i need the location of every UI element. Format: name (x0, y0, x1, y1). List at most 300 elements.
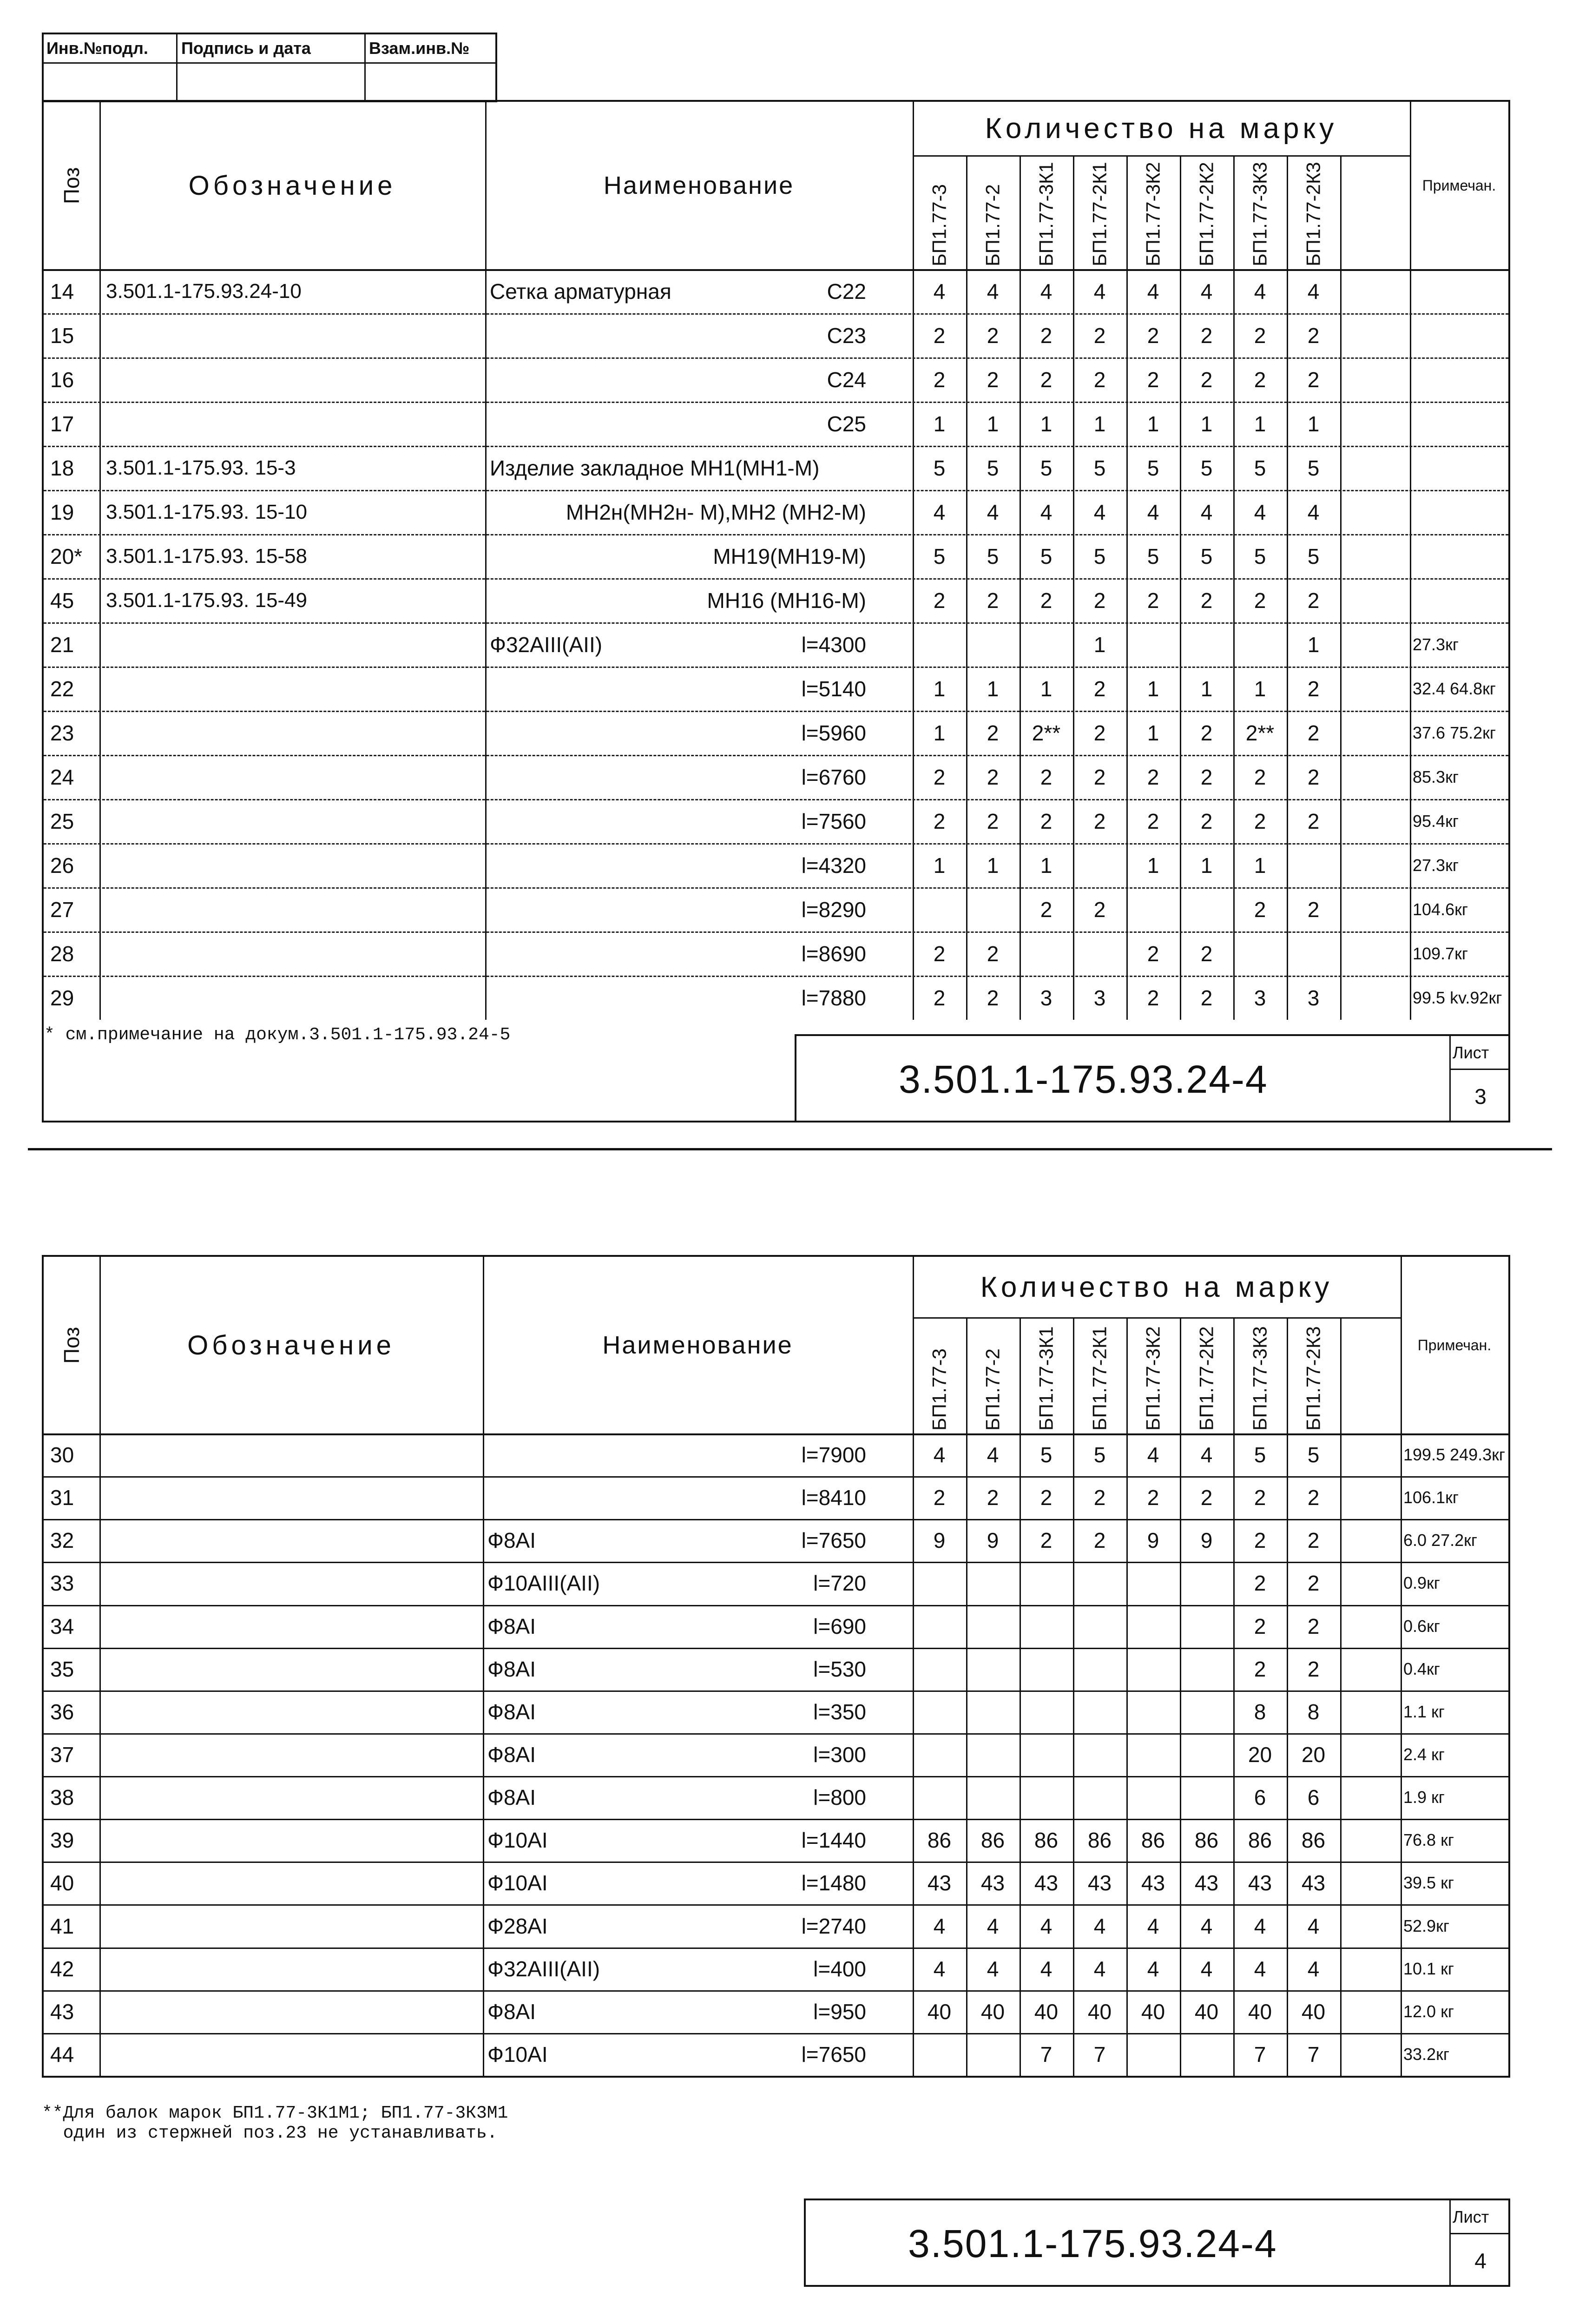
header-mark: БП1.77-2К2 (1195, 1326, 1217, 1431)
row-pos: 28 (50, 941, 74, 966)
row-qty (1126, 1690, 1180, 1733)
row-qty: 2 (1307, 1614, 1320, 1638)
row-remark: 0.4кг (1403, 1659, 1440, 1678)
row-qty (1340, 1948, 1401, 1990)
row-qty (1340, 313, 1410, 357)
row-qty: 4 (987, 1956, 999, 1981)
sheet-no-2: 4 (1474, 2249, 1487, 2273)
row-remark (1410, 402, 1508, 446)
row-qty: 4 (1093, 500, 1106, 524)
row-qty: 86 (1034, 1828, 1059, 1853)
row-qty (1126, 1562, 1180, 1604)
row-qty (1180, 622, 1233, 667)
row-qty (1180, 1648, 1233, 1690)
row-qty: 2 (1147, 941, 1159, 966)
row-name-left: Ф8АI (487, 1999, 536, 2024)
row-name-right: l=2740 (801, 1914, 866, 1938)
row-qty: 2 (1093, 367, 1106, 392)
row-remark (1410, 313, 1508, 357)
row-qty: 1 (1307, 632, 1320, 657)
row-qty: 1 (987, 411, 999, 436)
row-qty: 2 (1040, 1528, 1053, 1553)
row-qty (1180, 2033, 1233, 2076)
row-remark: 0.9кг (1403, 1573, 1440, 1593)
row-qty: 2 (1307, 1486, 1320, 1510)
row-designation (99, 843, 485, 887)
header-designation: Обозначение (187, 1330, 395, 1360)
row-qty (1073, 1648, 1126, 1690)
header-qty-title: Количество на марку (980, 1271, 1333, 1303)
row-qty: 2 (1147, 1486, 1159, 1510)
doc-number-1: 3.501.1-175.93.24-4 (899, 1057, 1268, 1101)
row-qty: 1 (1040, 676, 1053, 701)
row-qty: 4 (1307, 1956, 1320, 1981)
row-qty (1340, 357, 1410, 402)
row-qty: 43 (1034, 1871, 1059, 1895)
row-qty: 2 (1093, 676, 1106, 701)
row-qty (913, 887, 966, 931)
row-designation (99, 976, 485, 1020)
row-qty (1126, 1648, 1180, 1690)
row-name-left: Ф10АI (487, 2042, 548, 2067)
row-pos: 30 (50, 1443, 74, 1467)
row-qty: 2 (1307, 897, 1320, 922)
row-qty (1180, 1776, 1233, 1819)
row-qty: 7 (1040, 2042, 1053, 2067)
row-qty: 5 (1093, 456, 1106, 480)
row-remark: 76.8 кг (1403, 1830, 1454, 1850)
row-qty: 4 (1307, 279, 1320, 304)
row-qty (1126, 622, 1180, 667)
row-qty: 5 (1254, 456, 1266, 480)
row-qty (1340, 269, 1410, 313)
sheet-label-2: Лист (1453, 2207, 1489, 2226)
row-qty: 7 (1093, 2042, 1106, 2067)
row-qty (1340, 1733, 1401, 1776)
header-mark: БП1.77-2К3 (1302, 162, 1324, 266)
row-remark: 85.3кг (1413, 767, 1459, 786)
row-qty: 2 (1040, 765, 1053, 789)
row-qty: 1 (1200, 411, 1213, 436)
row-qty (913, 1562, 966, 1604)
row-qty: 2 (1040, 809, 1053, 833)
row-name-right: МН16 (МН16-М) (707, 588, 866, 613)
header-mark: БП1.77-3К3 (1249, 162, 1271, 266)
row-qty: 2 (1040, 367, 1053, 392)
header-mark: БП1.77-2К3 (1302, 1326, 1324, 1431)
row-qty: 4 (933, 1443, 946, 1467)
row-designation (99, 799, 485, 843)
header-mark: БП1.77-2 (981, 184, 1004, 266)
row-name-right: С22 (827, 279, 866, 304)
row-qty (1020, 1733, 1073, 1776)
row-qty: 2 (1254, 765, 1266, 789)
row-qty (1126, 1776, 1180, 1819)
row-qty (966, 1648, 1020, 1690)
row-qty: 5 (1040, 1443, 1053, 1467)
row-qty: 1 (1147, 720, 1159, 745)
row-designation (99, 622, 485, 667)
row-qty (1073, 1690, 1126, 1733)
row-qty: 2 (1147, 367, 1159, 392)
row-qty: 9 (1200, 1528, 1213, 1553)
row-qty (1340, 1648, 1401, 1690)
row-qty: 1 (1200, 853, 1213, 878)
row-pos: 40 (50, 1871, 74, 1895)
stamp-replace-inv: Взам.инв.№ (369, 39, 470, 58)
row-name-right: l=7880 (801, 985, 866, 1010)
row-qty: 2 (1093, 323, 1106, 348)
row-qty (1340, 755, 1410, 799)
row-designation (99, 313, 485, 357)
row-qty (1340, 2033, 1401, 2076)
row-qty: 2 (1200, 588, 1213, 613)
row-qty: 2 (1093, 1528, 1106, 1553)
header-mark: БП1.77-3 (928, 1348, 950, 1431)
row-qty: 43 (1248, 1871, 1272, 1895)
row-qty: 8 (1307, 1699, 1320, 1724)
row-qty: 1 (1307, 411, 1320, 436)
header-remark: Примечан. (1417, 1336, 1492, 1353)
row-qty: 5 (1093, 544, 1106, 568)
row-qty: 5 (1147, 544, 1159, 568)
row-remark (1410, 269, 1508, 313)
row-qty (1180, 887, 1233, 931)
doc-number-2: 3.501.1-175.93.24-4 (908, 2222, 1277, 2265)
row-qty: 3 (1093, 985, 1106, 1010)
row-qty: 4 (987, 1443, 999, 1467)
row-qty: 5 (1200, 544, 1213, 568)
row-qty: 1 (1147, 853, 1159, 878)
row-qty (1180, 1690, 1233, 1733)
row-name-right: l=5960 (801, 720, 866, 745)
row-name-left: Ф8АI (487, 1785, 536, 1810)
row-name-right: С23 (827, 323, 866, 348)
row-qty (913, 622, 966, 667)
row-name-left: Ф32АIII(АII) (490, 632, 603, 657)
row-name-right: l=8690 (801, 941, 866, 966)
row-pos: 32 (50, 1528, 74, 1553)
row-qty: 4 (1307, 500, 1320, 524)
row-qty: 4 (1093, 1956, 1106, 1981)
header-name: Наименование (602, 1331, 793, 1359)
row-qty: 4 (1254, 1914, 1266, 1938)
row-qty (1340, 446, 1410, 490)
row-qty: 2 (987, 765, 999, 789)
row-qty (1340, 711, 1410, 755)
row-qty: 40 (1301, 1999, 1326, 2024)
row-qty: 4 (1040, 500, 1053, 524)
header-mark: БП1.77-3К2 (1142, 162, 1164, 266)
row-qty: 40 (1194, 1999, 1219, 2024)
row-name-right: l=690 (813, 1614, 866, 1638)
header-remark: Примечан. (1422, 177, 1496, 194)
stamp-inv-no: Инв.№подл. (46, 39, 148, 58)
row-qty (1340, 887, 1410, 931)
row-qty (913, 2033, 966, 2076)
row-qty: 4 (933, 279, 946, 304)
row-qty (1073, 843, 1126, 887)
row-name-right: l=4300 (801, 632, 866, 657)
row-remark: 95.4кг (1413, 811, 1459, 831)
row-qty: 2 (933, 809, 946, 833)
row-pos: 38 (50, 1785, 74, 1810)
row-pos: 27 (50, 897, 74, 922)
footnote-2: **Для балок марок БП1.77-3К1М1; БП1.77-3К3М1 один из стержней поз.23 не устанавливать. (42, 2103, 508, 2143)
row-designation: 3.501.1-175.93. 15-3 (106, 456, 296, 479)
row-qty (913, 1690, 966, 1733)
sheet-label-1: Лист (1453, 1043, 1489, 1062)
title-block-2 (804, 2199, 1510, 2287)
row-name-right: l=8290 (801, 897, 866, 922)
sheet-1 (0, 0, 1592, 1134)
row-qty: 40 (980, 1999, 1005, 2024)
row-designation (99, 667, 485, 711)
row-remark: 104.6кг (1413, 899, 1468, 919)
row-name-right (490, 446, 866, 490)
footnote-1: * см.примечание на докум.3.501.1-175.93.24-5 (44, 1025, 511, 1045)
row-qty: 2 (1040, 1486, 1053, 1510)
row-qty (1073, 931, 1126, 976)
row-name-right: l=800 (813, 1785, 866, 1810)
row-qty: 2 (1200, 367, 1213, 392)
row-qty: 40 (1034, 1999, 1059, 2024)
row-qty: 5 (1040, 544, 1053, 568)
row-remark: 27.3кг (1413, 634, 1459, 654)
row-name-right: l=400 (813, 1956, 866, 1981)
row-qty: 4 (1200, 1956, 1213, 1981)
row-qty: 1 (933, 853, 946, 878)
row-qty (966, 1562, 1020, 1604)
row-qty: 4 (933, 1914, 946, 1938)
row-qty (966, 1776, 1020, 1819)
row-qty: 4 (1200, 279, 1213, 304)
row-qty (1340, 1776, 1401, 1819)
row-remark: 0.6кг (1403, 1616, 1440, 1636)
row-qty: 43 (1141, 1871, 1165, 1895)
row-name-left: Ф8АI (487, 1657, 536, 1681)
row-qty: 8 (1254, 1699, 1266, 1724)
row-qty: 86 (1301, 1828, 1326, 1853)
row-pos: 14 (50, 279, 74, 304)
row-name-right: С24 (827, 367, 866, 392)
row-remark: 33.2кг (1403, 2044, 1449, 2064)
row-qty (1180, 1733, 1233, 1776)
row-qty: 2 (987, 1486, 999, 1510)
row-qty: 2 (1254, 1528, 1266, 1553)
row-qty: 7 (1254, 2042, 1266, 2067)
stamp-sign-date: Подпись и дата (181, 39, 311, 58)
row-qty: 4 (1254, 1956, 1266, 1981)
row-qty: 1 (1147, 411, 1159, 436)
row-qty (1340, 1476, 1401, 1519)
sheet-divider (28, 1148, 1552, 1150)
row-designation: 3.501.1-175.93. 15-49 (106, 588, 308, 612)
row-qty: 4 (1147, 500, 1159, 524)
row-qty: 1 (1200, 676, 1213, 701)
row-remark: 39.5 кг (1403, 1873, 1454, 1893)
row-qty: 4 (1093, 279, 1106, 304)
row-qty (966, 1690, 1020, 1733)
row-qty: 2 (1254, 1571, 1266, 1596)
row-qty: 2 (933, 588, 946, 613)
row-qty: 2 (1093, 1486, 1106, 1510)
row-qty (1233, 622, 1287, 667)
row-qty (1020, 622, 1073, 667)
row-name-right: l=7560 (801, 809, 866, 833)
row-qty: 2 (987, 588, 999, 613)
row-qty (1126, 887, 1180, 931)
row-qty: 2 (1200, 1486, 1213, 1510)
row-designation (99, 357, 485, 402)
row-remark: 6.0 27.2кг (1403, 1531, 1477, 1550)
row-qty: 2 (987, 367, 999, 392)
row-pos: 41 (50, 1914, 74, 1938)
row-remark: 106.1кг (1403, 1488, 1459, 1507)
row-qty: 2 (987, 809, 999, 833)
row-qty (913, 1605, 966, 1648)
row-qty (1340, 1904, 1401, 1947)
row-qty: 43 (1087, 1871, 1112, 1895)
row-pos: 19 (50, 500, 74, 524)
row-qty: 43 (980, 1871, 1005, 1895)
row-qty: 2 (933, 985, 946, 1010)
row-qty (1180, 1562, 1233, 1604)
row-qty: 2 (1254, 809, 1266, 833)
row-qty (913, 1648, 966, 1690)
row-qty: 1 (933, 411, 946, 436)
row-pos: 43 (50, 1999, 74, 2024)
row-qty (1020, 1776, 1073, 1819)
row-qty: 6 (1307, 1785, 1320, 1810)
row-pos: 26 (50, 853, 74, 878)
row-qty: 1 (1040, 853, 1053, 878)
header-mark: БП1.77-3К3 (1249, 1326, 1271, 1431)
row-qty: 1 (1254, 676, 1266, 701)
row-qty: 2 (1307, 1657, 1320, 1681)
row-qty (1340, 976, 1410, 1020)
row-qty (1340, 1690, 1401, 1733)
row-pos: 44 (50, 2042, 74, 2067)
row-qty: 2 (987, 720, 999, 745)
row-qty: 4 (1254, 279, 1266, 304)
row-qty: 2 (1307, 588, 1320, 613)
row-qty: 40 (1141, 1999, 1165, 2024)
row-pos: 24 (50, 765, 74, 789)
header-mark: БП1.77-2К2 (1195, 162, 1217, 266)
row-qty: 1 (987, 853, 999, 878)
row-qty (1020, 1690, 1073, 1733)
row-qty: 7 (1307, 2042, 1320, 2067)
row-name-right: l=4320 (801, 853, 866, 878)
row-qty: 5 (1307, 456, 1320, 480)
row-qty: 2 (933, 323, 946, 348)
row-qty: 5 (933, 456, 946, 480)
row-qty: 1 (933, 676, 946, 701)
row-qty: 2 (1040, 588, 1053, 613)
header-mark: БП1.77-3К2 (1142, 1326, 1164, 1431)
row-qty: 2 (987, 985, 999, 1010)
row-qty (1126, 2033, 1180, 2076)
row-qty (1287, 843, 1340, 887)
row-name-right: l=6760 (801, 765, 866, 789)
row-qty (1020, 1605, 1073, 1648)
row-name-right: МН19(МН19-М) (713, 544, 866, 568)
row-pos: 16 (50, 367, 74, 392)
header-mark: БП1.77-3К1 (1035, 162, 1057, 266)
row-qty (966, 2033, 1020, 2076)
row-qty: 2 (1254, 588, 1266, 613)
row-name-left: Ф8АI (487, 1699, 536, 1724)
row-qty: 2 (987, 941, 999, 966)
row-qty: 2 (1040, 897, 1053, 922)
row-qty: 2 (1307, 323, 1320, 348)
row-qty: 86 (1087, 1828, 1112, 1853)
row-qty: 9 (987, 1528, 999, 1553)
row-qty: 1 (933, 720, 946, 745)
row-qty: 2 (1093, 809, 1106, 833)
row-qty: 2 (933, 367, 946, 392)
row-qty (1073, 1733, 1126, 1776)
row-name-right: l=8410 (801, 1486, 866, 1510)
row-qty: 4 (1254, 500, 1266, 524)
row-qty (1073, 1605, 1126, 1648)
row-qty: 4 (1147, 1914, 1159, 1938)
row-remark: 12.0 кг (1403, 2001, 1454, 2021)
row-name-right: l=5140 (801, 676, 866, 701)
row-pos: 22 (50, 676, 74, 701)
row-qty: 4 (1147, 1443, 1159, 1467)
row-remark: 37.6 75.2кг (1413, 723, 1496, 742)
header-mark: БП1.77-3К1 (1035, 1326, 1057, 1431)
row-qty (1340, 622, 1410, 667)
row-qty: 2 (1147, 809, 1159, 833)
row-pos: 29 (50, 985, 74, 1010)
row-qty (966, 1605, 1020, 1648)
row-qty: 86 (1141, 1828, 1165, 1853)
row-qty: 3 (1307, 985, 1320, 1010)
row-qty: 2 (1147, 985, 1159, 1010)
stamp-box (42, 33, 497, 102)
row-qty: 2 (1093, 765, 1106, 789)
row-qty: 1 (1147, 676, 1159, 701)
row-qty: 2 (1254, 897, 1266, 922)
row-pos: 21 (50, 632, 74, 657)
row-qty: 4 (933, 500, 946, 524)
row-remark (1410, 446, 1508, 490)
row-qty: 2 (933, 1486, 946, 1510)
header-qty-title: Количество на марку (985, 112, 1338, 145)
row-qty: 2 (1254, 1657, 1266, 1681)
row-qty: 2 (1147, 323, 1159, 348)
row-qty: 40 (1248, 1999, 1272, 2024)
row-name-left: Ф8АI (487, 1614, 536, 1638)
sheet-2 (0, 1208, 1592, 2324)
row-qty: 4 (933, 1956, 946, 1981)
row-qty: 2 (1254, 367, 1266, 392)
row-pos: 35 (50, 1657, 74, 1681)
row-qty: 40 (927, 1999, 952, 2024)
row-qty: 2 (1254, 1614, 1266, 1638)
row-designation: 3.501.1-175.93.24-10 (106, 279, 302, 303)
row-qty: 4 (1200, 1914, 1213, 1938)
row-qty: 5 (987, 544, 999, 568)
row-designation: 3.501.1-175.93. 15-10 (106, 500, 308, 523)
row-name-left: Сетка арматурная (490, 279, 671, 304)
row-qty: 2 (1307, 676, 1320, 701)
row-pos: 33 (50, 1571, 74, 1596)
row-qty: 1 (1093, 632, 1106, 657)
